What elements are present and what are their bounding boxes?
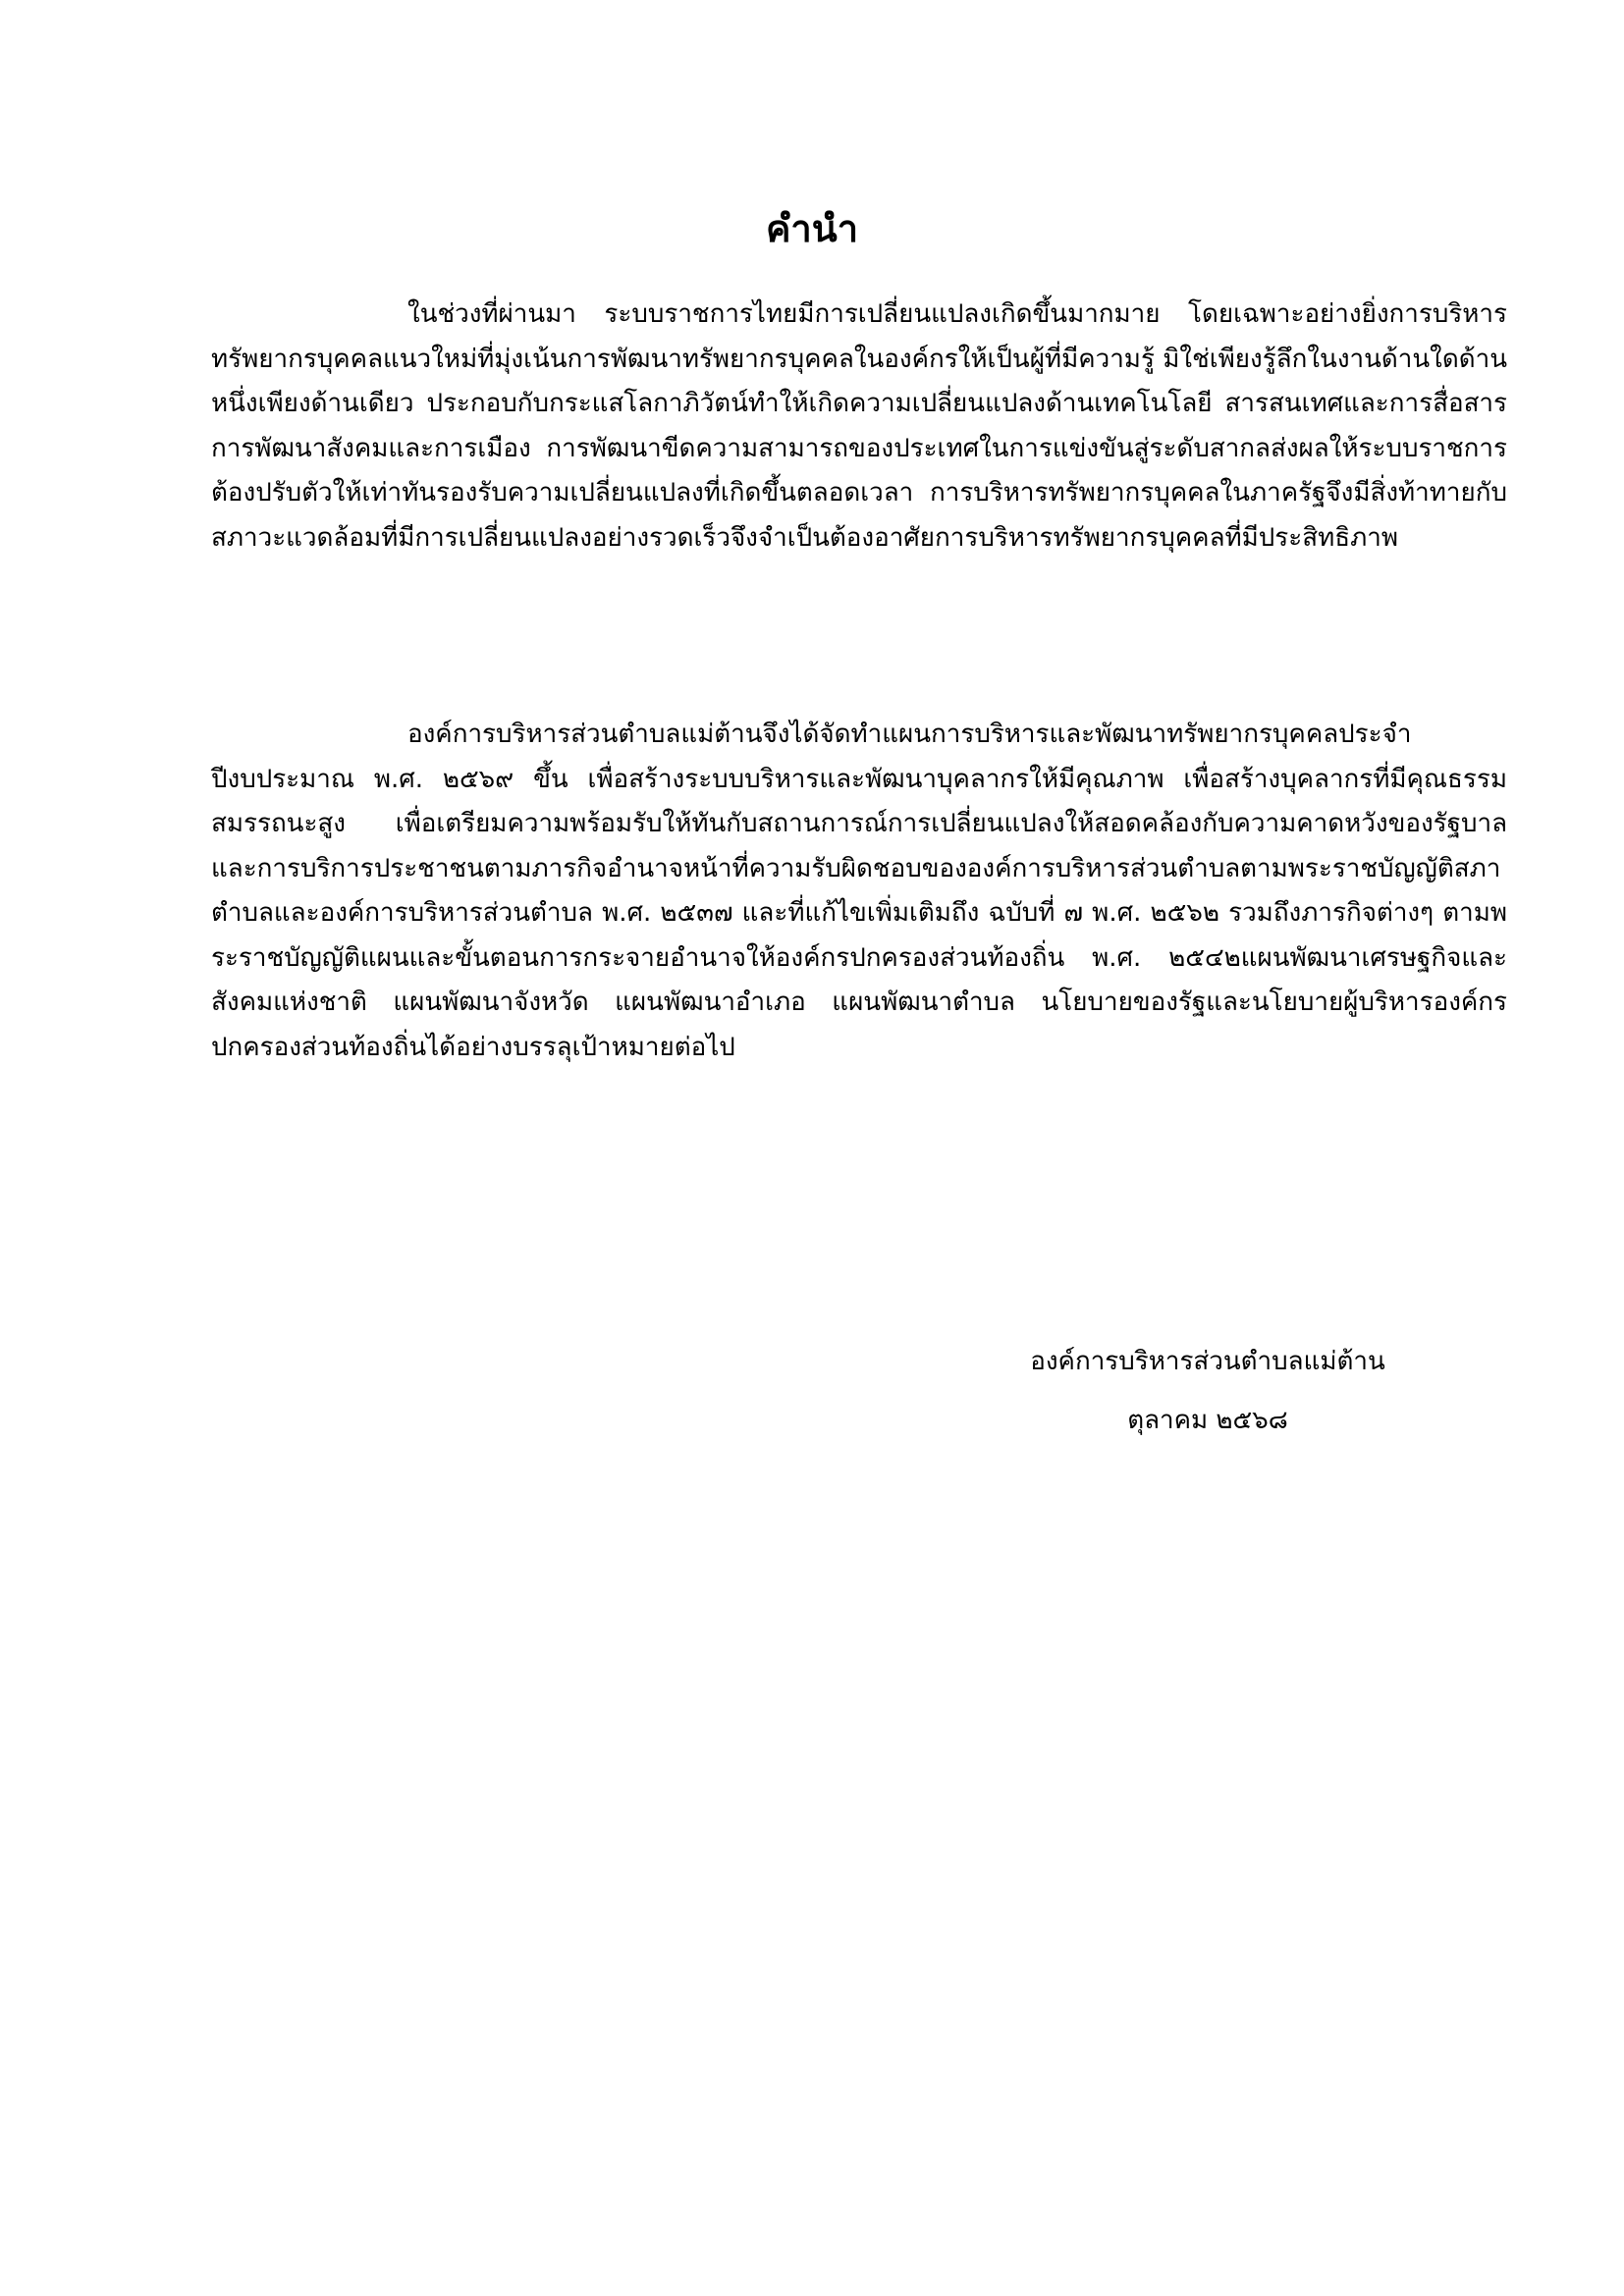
signature-organization: องค์การบริหารส่วนตำบลแม่ต้าน [1030,1347,1385,1376]
page-title: คำนำ [765,207,859,250]
signature-date: ตุลาคม ๒๕๖๘ [1127,1406,1288,1435]
intro-paragraph-2: องค์การบริหารส่วนตำบลแม่ต้านจึงได้จัดทำแผนการบริหารและพัฒนาทรัพยากรบุคคลประจำปีงบประมาณ พ.ศ. ๒๕๖๙ ขึ้น เพื่อสร้างระบบบริหารและพัฒนาบุคลากรให้มีคุณภาพ เพื่อสร้างบุคลากรที่มีคุณธรรมสมรรถนะสูง เพื่อเตรียมความพร้อมรับให้ทันกับสถานการณ์การเปลี่ยนแปลงให้สอดคล้องกับความคาดหวังของรัฐบาลและการบริการประชาชนตามภารกิจอำนาจหน้าที่ความรับผิดชอบขององค์การบริหารส่วนตำบลตามพระราชบัญญัติสภาตำบลและองค์การบริหารส่วนตำบล พ.ศ. ๒๕๓๗ และที่แก้ไขเพิ่มเติมถึง ฉบับที่ ๗ พ.ศ. ๒๕๖๒ รวมถึงภารกิจต่างๆ ตามพระราชบัญญัติแผนและขั้นตอนการกระจายอำนาจให้องค์กรปกครองส่วนท้องถิ่น พ.ศ. ๒๕๔๒แผนพัฒนาเศรษฐกิจและสังคมแห่งชาติ แผนพัฒนาจังหวัด แผนพัฒนาอำเภอ แผนพัฒนาตำบล นโยบายของรัฐและนโยบายผู้บริหารองค์กรปกครองส่วนท้องถิ่นได้อย่างบรรลุเป้าหมายต่อไป [211,720,1507,1062]
intro-paragraph-1: ในช่วงที่ผ่านมา ระบบราชการไทยมีการเปลี่ยนแปลงเกิดขึ้นมากมาย โดยเฉพาะอย่างยิ่งการบริหารทรัพยากรบุคคลแนวใหม่ที่มุ่งเน้นการพัฒนาทรัพยากรบุคคลในองค์กรให้เป็นผู้ที่มีความรู้ มิใช่เพียงรู้ลึกในงานด้านใดด้านหนึ่งเพียงด้านเดียว ประกอบกับกระแสโลกาภิวัตน์ทำให้เกิดความเปลี่ยนแปลงด้านเทคโนโลยี สารสนเทศและการสื่อสาร การพัฒนาสังคมและการเมือง การพัฒนาขีดความสามารถของประเทศในการแข่งขันสู่ระดับสากลส่งผลให้ระบบราชการต้องปรับตัวให้เท่าทันรองรับความเปลี่ยนแปลงที่เกิดขึ้นตลอดเวลา การบริหารทรัพยากรบุคคลในภาครัฐจึงมีสิ่งท้าทายกับสภาวะแวดล้อมที่มีการเปลี่ยนแปลงอย่างรวดเร็วจึงจำเป็นต้องอาศัยการบริหารทรัพยากรบุคคลที่มีประสิทธิภาพ [211,299,1507,553]
